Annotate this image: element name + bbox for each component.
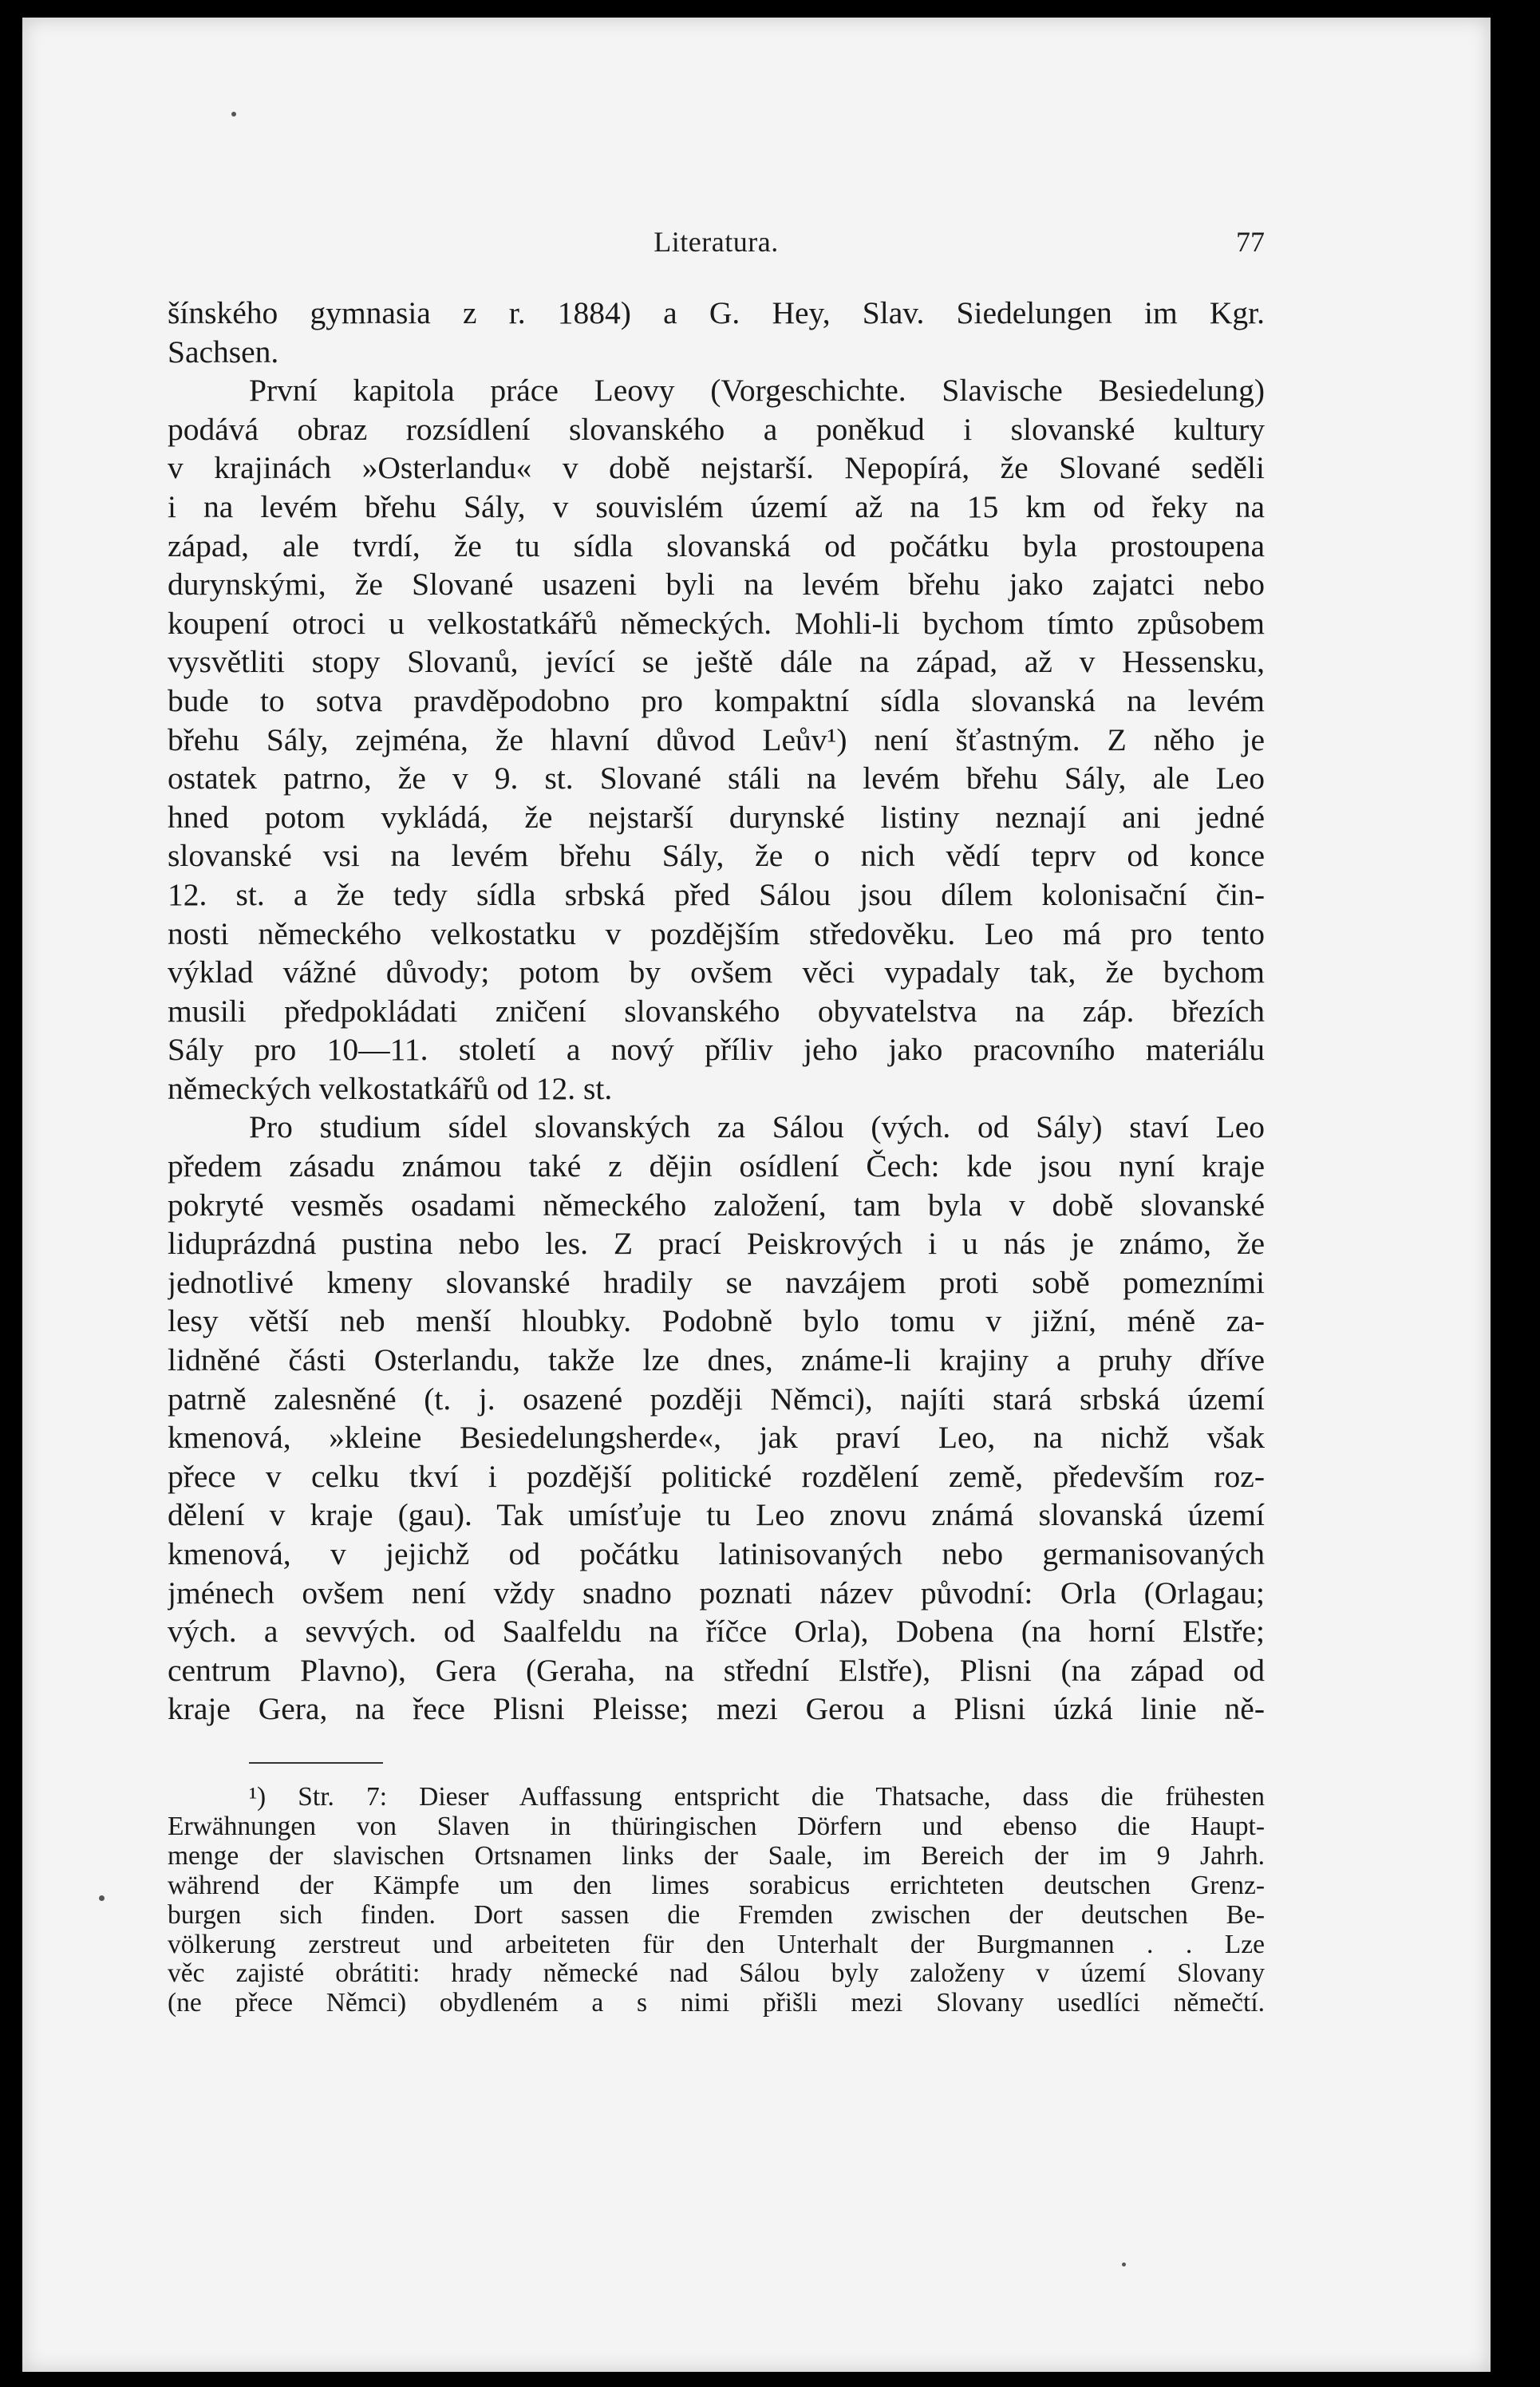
running-title: Literatura. bbox=[654, 226, 779, 258]
scan-speck bbox=[99, 1895, 105, 1901]
body-line: německých velkostatkářů od 12. st. bbox=[168, 1070, 613, 1106]
footnote-line: völkerung zerstreut und arbeiteten für den Unterhalt der Burgmannen . . Lze bbox=[168, 1930, 1265, 1959]
footnote-line: Erwähnungen von Slaven in thüringischen Dörfern und ebenso die Haupt- bbox=[168, 1812, 1265, 1841]
body-line: předem zásadu známou také z dějin osídlení Čech: kde jsou nyní kraje bbox=[168, 1148, 1265, 1184]
page-content bbox=[168, 294, 1265, 2018]
body-line: vysvětliti stopy Slovanů, jevící se ještě dále na západ, až v Hessensku, bbox=[168, 644, 1265, 680]
footnote-line: burgen sich finden. Dort sassen die Fremden zwischen der deutschen Be- bbox=[168, 1900, 1265, 1930]
body-line: i na levém břehu Sály, v souvislém území až na 15 km od řeky na bbox=[168, 488, 1265, 524]
body-line: slovanské vsi na levém břehu Sály, že o nich vědí teprv od konce bbox=[168, 838, 1265, 874]
footnote-line: věc zajisté obrátiti: hrady německé nad Sálou byly založeny v území Slovany bbox=[168, 1959, 1265, 1989]
body-line: musili předpokládati zničení slovanského obyvatelstva na záp. březích bbox=[168, 993, 1265, 1029]
body-line: durynskými, že Slované usazeni byli na levém břehu jako zajatci nebo bbox=[168, 567, 1265, 603]
body-line: dělení v kraje (gau). Tak umísťuje tu Leo znovu známá slovanská území bbox=[168, 1497, 1265, 1533]
body-line: jednotlivé kmeny slovanské hradily se navzájem proti sobě pomezními bbox=[168, 1264, 1265, 1300]
page-number: 77 bbox=[1236, 226, 1265, 258]
body-line: bude to sotva pravděpodobno pro kompaktní sídla slovanská na levém bbox=[168, 682, 1265, 718]
body-text bbox=[168, 294, 1265, 1729]
footnote-divider bbox=[249, 1762, 383, 1764]
body-line: pokryté vesměs osadami německého založení, tam byla v době slovanské bbox=[168, 1187, 1265, 1223]
footnote bbox=[168, 1783, 1265, 2018]
body-line: Sachsen. bbox=[168, 334, 279, 370]
footnote-line: während der Kämpfe um den limes sorabicus errichteten deutschen Grenz- bbox=[168, 1871, 1265, 1900]
body-line: centrum Plavno), Gera (Geraha, na střední Elstře), Plisni (na západ od bbox=[168, 1652, 1265, 1688]
body-line: lesy větší neb menší hloubky. Podobně bylo tomu v jižní, méně za- bbox=[168, 1303, 1265, 1339]
body-line: nosti německého velkostatku v pozdějším středověku. Leo má pro tento bbox=[168, 915, 1265, 951]
body-line: Pro studium sídel slovanských za Sálou (vých. od Sály) staví Leo bbox=[249, 1109, 1265, 1145]
body-line: kmenová, v jejichž od počátku latinisovaných nebo germanisovaných bbox=[168, 1536, 1265, 1571]
body-line: hned potom vykládá, že nejstarší durynské listiny neznají ani jedné bbox=[168, 799, 1265, 835]
body-line: patrně zalesněné (t. j. osazené později Němci), najíti stará srbská území bbox=[168, 1381, 1265, 1417]
body-line: přece v celku tkví i pozdější politické rozdělení země, především roz- bbox=[168, 1458, 1265, 1494]
footnote-line: ¹) Str. 7: Dieser Auffassung entspricht die Thatsache, dass die frühesten bbox=[249, 1782, 1265, 1812]
body-line: První kapitola práce Leovy (Vorgeschichte. Slavische Besiedelung) bbox=[249, 373, 1265, 409]
body-line: Sály pro 10—11. století a nový příliv jeho jako pracovního materiálu bbox=[168, 1032, 1265, 1068]
footnote-line: menge der slavischen Ortsnamen links der Saale, im Bereich der im 9 Jahrh. bbox=[168, 1841, 1265, 1871]
body-line: kraje Gera, na řece Plisni Pleisse; mezi Gerou a Plisni úzká linie ně- bbox=[168, 1691, 1265, 1727]
body-line: 12. st. a že tedy sídla srbská před Sálou jsou dílem kolonisační čin- bbox=[168, 876, 1265, 912]
body-line: západ, ale tvrdí, že tu sídla slovanská od počátku byla prostoupena bbox=[168, 528, 1265, 563]
body-line: liduprázdná pustina nebo les. Z prací Peiskrových i u nás je známo, že bbox=[168, 1226, 1265, 1262]
body-line: břehu Sály, zejména, že hlavní důvod Leův¹) není šťastným. Z něho je bbox=[168, 721, 1265, 757]
body-line: lidněné části Osterlandu, takže lze dnes, známe-li krajiny a pruhy dříve bbox=[168, 1342, 1265, 1378]
scan-speck bbox=[231, 112, 236, 117]
footnote-line: (ne přece Němci) obydleném a s nimi přišli mezi Slovany usedlíci němečtí. bbox=[168, 1989, 1265, 2018]
body-line: koupení otroci u velkostatkářů německých. Mohli-li bychom tímto způsobem bbox=[168, 605, 1265, 641]
scan-speck bbox=[1122, 2263, 1126, 2266]
body-line: ostatek patrno, že v 9. st. Slované stáli na levém břehu Sály, ale Leo bbox=[168, 761, 1265, 796]
body-line: kmenová, »kleine Besiedelungsherde«, jak praví Leo, na nichž však bbox=[168, 1420, 1265, 1456]
body-line: jménech ovšem není vždy snadno poznati název původní: Orla (Orlagau; bbox=[168, 1575, 1265, 1610]
body-line: podává obraz rozsídlení slovanského a poněkud i slovanské kultury bbox=[168, 411, 1265, 447]
page-header bbox=[168, 225, 1265, 273]
body-line: šínského gymnasia z r. 1884) a G. Hey, Slav. Siedelungen im Kgr. bbox=[168, 295, 1265, 330]
body-line: v krajinách »Osterlandu« v době nejstarší. Nepopírá, že Slované seděli bbox=[168, 450, 1265, 486]
body-line: vých. a sevvých. od Saalfeldu na říčce Orla), Dobena (na horní Elstře; bbox=[168, 1614, 1265, 1650]
body-line: výklad vážné důvody; potom by ovšem věci vypadaly tak, že bychom bbox=[168, 954, 1265, 990]
